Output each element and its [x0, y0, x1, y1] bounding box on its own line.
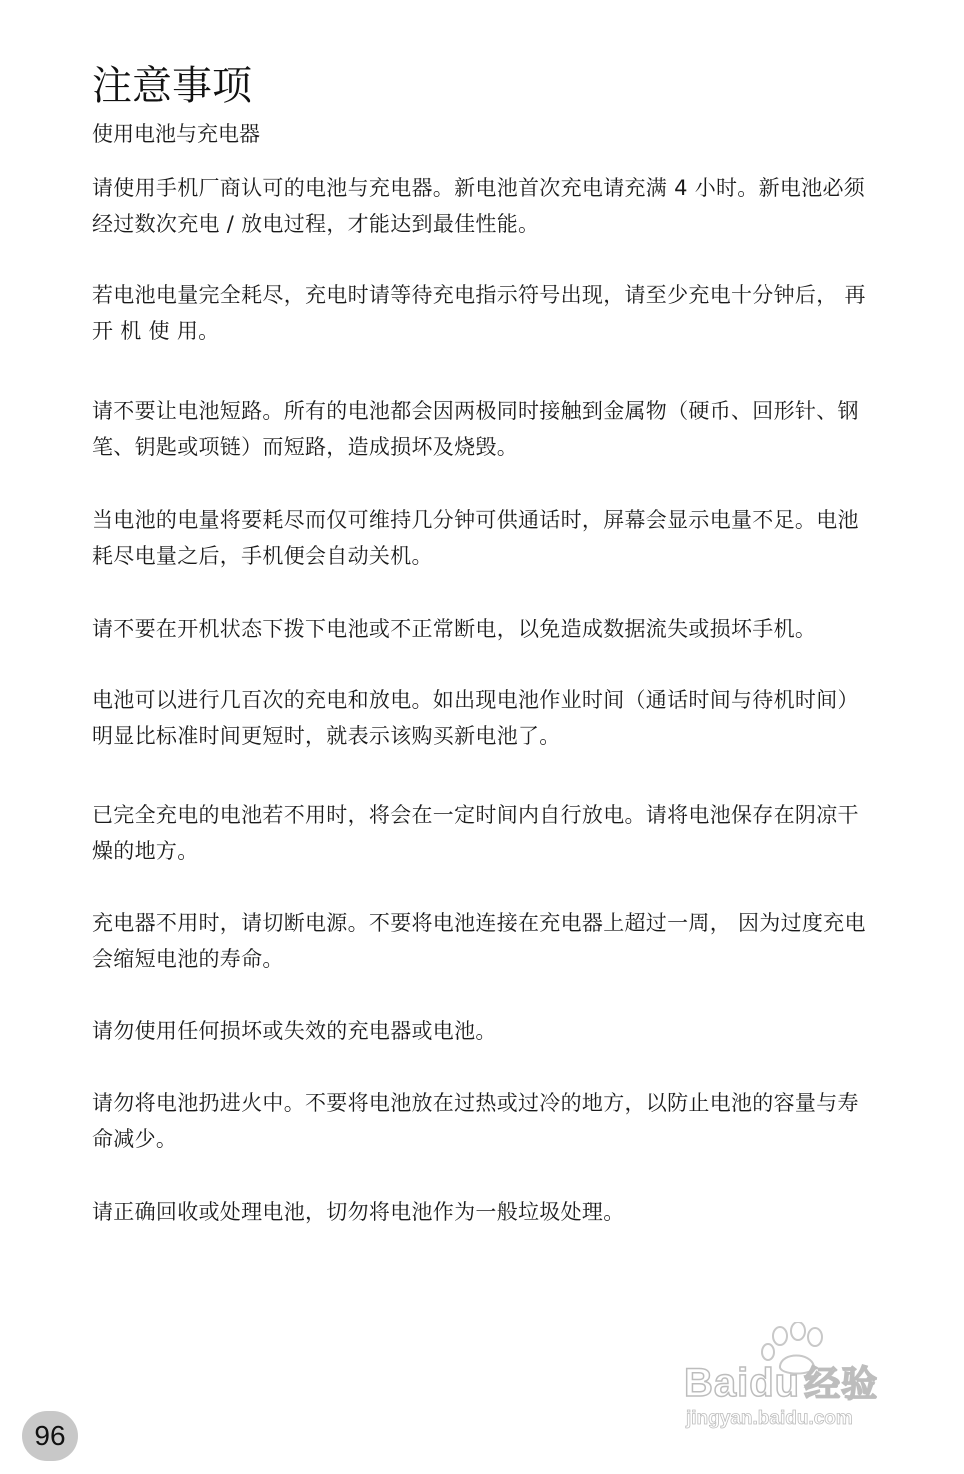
paragraph-battery-charger: 请使用手机厂商认可的电池与充电器。新电池首次充电请充满 4 小时。新电池必须经过数次充电 / 放电过程，才能达到最佳性能。	[92, 176, 866, 236]
watermark-logo-suffix: 经验	[804, 1363, 879, 1404]
page-title: 注意事项	[92, 63, 252, 109]
page-number-badge: 96	[22, 1411, 78, 1461]
paragraph-empty-battery: 若电池电量完全耗尽，充电时请等待充电指示符号出现，请至少充电十分钟后， 再 开 机 使 用。	[92, 283, 866, 343]
paragraph-low-battery: 当电池的电量将要耗尽而仅可维持几分钟可供通话时，屏幕会显示电量不足。电池耗尽电量之后，手机便会自动关机。	[92, 508, 859, 568]
paragraph-short-circuit: 请不要让电池短路。所有的电池都会因两极同时接触到金属物（硬币、回形针、钢笔、钥匙或项链）而短路，造成损坏及烧毁。	[92, 399, 859, 459]
watermark-logo-text: Baidu	[684, 1361, 801, 1405]
section-heading: 使用电池与充电器	[92, 122, 260, 146]
paragraph-damaged-charger: 请勿使用任何损坏或失效的充电器或电池。	[92, 1019, 497, 1043]
watermark-logo	[684, 1356, 878, 1407]
paragraph-self-discharge: 已完全充电的电池若不用时，将会在一定时间内自行放电。请将电池保存在阴凉干燥的地方。	[92, 803, 859, 863]
baidu-jingyan-watermark	[672, 1322, 912, 1434]
paragraph-remove-battery: 请不要在开机状态下拨下电池或不正常断电，以免造成数据流失或损坏手机。	[92, 617, 817, 641]
paragraph-battery-life: 电池可以进行几百次的充电和放电。如出现电池作业时间（通话时间与待机时间）明显比标准时间更短时，就表示该购买新电池了。	[92, 688, 859, 748]
paragraph-charger-off: 充电器不用时，请切断电源。不要将电池连接在充电器上超过一周， 因为过度充电会缩短电池的寿命。	[92, 911, 866, 971]
paragraph-recycle: 请正确回收或处理电池，切勿将电池作为一般垃圾处理。	[92, 1200, 625, 1224]
watermark-url: jingyan.baidu.com	[686, 1408, 853, 1429]
paragraph-fire-temperature: 请勿将电池扔进火中。不要将电池放在过热或过冷的地方，以防止电池的容量与寿命减少。	[92, 1091, 859, 1151]
